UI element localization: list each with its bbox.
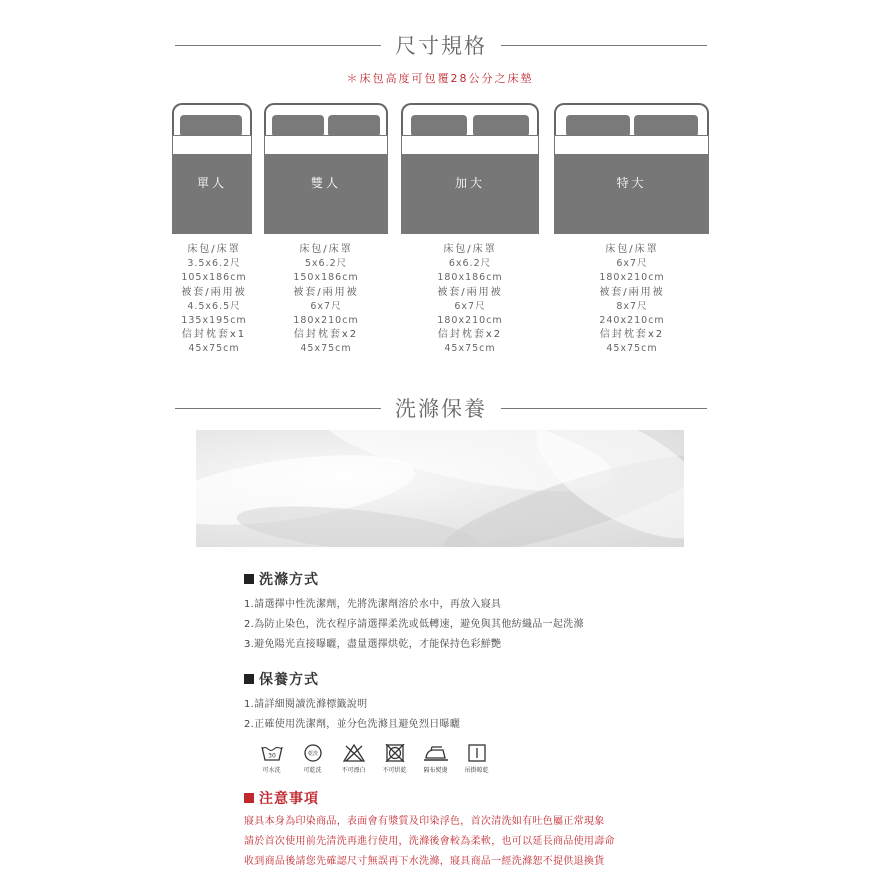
spec-label: 被套/兩用被 xyxy=(437,286,503,298)
bed-illustration xyxy=(264,103,388,234)
bed-illustration xyxy=(172,103,252,234)
notice-line: 收到商品後請您先確認尺寸無誤再下水洗滌，寢具商品一經洗滌恕不提供退換貨 xyxy=(244,856,605,867)
care-symbol-label: 吊掛晾乾 xyxy=(464,767,489,774)
spec-label: 信封枕套x2 xyxy=(437,329,503,341)
spec-value: 180x210cm xyxy=(599,272,665,284)
wash-method-heading-text: 洗滌方式 xyxy=(259,572,319,588)
care-method-line: 2.正確使用洗潔劑，並分色洗滌且避免烈日曝曬 xyxy=(244,719,461,730)
bed-sheet-top xyxy=(172,135,252,155)
wash-method-heading xyxy=(244,569,584,589)
spec-value: 5x6.2尺 xyxy=(304,258,348,270)
spec-label: 床包/床罩 xyxy=(299,244,353,255)
spec-value: 180x210cm xyxy=(437,315,503,327)
spec-label: 被套/兩用被 xyxy=(181,286,247,298)
bed-size-name: 加大 xyxy=(401,155,539,234)
spec-value: 4.5x6.5尺 xyxy=(187,300,241,312)
notice-line: 請於首次使用前先清洗再進行使用，洗滌後會較為柔軟，也可以延長商品使用壽命 xyxy=(244,836,615,847)
square-bullet-icon xyxy=(244,793,254,803)
care-method-line: 1.請詳細閱讀洗滌標籤說明 xyxy=(244,699,368,710)
washtub-30-icon xyxy=(255,744,288,774)
spec-value: 135x195cm xyxy=(181,315,247,327)
spec-value: 45x75cm xyxy=(444,343,496,355)
bed-size-specs xyxy=(572,243,692,357)
divider-line xyxy=(175,45,381,46)
pillow xyxy=(272,115,324,137)
wash-section-title: 洗滌保養 xyxy=(395,397,487,421)
bed-size-specs xyxy=(154,243,274,357)
dry-clean-mark: 乾洗 xyxy=(307,751,318,757)
square-bullet-icon xyxy=(244,674,254,684)
spec-value: 8x7尺 xyxy=(616,300,648,312)
bed-sheet-top xyxy=(554,135,709,155)
bed-size-name: 特大 xyxy=(554,155,709,234)
bed-size-name: 單人 xyxy=(172,155,252,234)
wash-method-line: 1.請選擇中性洗潔劑，先將洗潔劑溶於水中，再放入寢具 xyxy=(244,599,502,610)
spec-label: 床包/床罩 xyxy=(187,244,241,255)
bed-illustration xyxy=(554,103,709,234)
bed-sheet-top xyxy=(264,135,388,155)
divider-line xyxy=(501,408,707,409)
bed-sheet-top xyxy=(401,135,539,155)
spec-value: 150x186cm xyxy=(293,272,359,284)
pillow xyxy=(328,115,380,137)
notice-line: 寢具本身為印染商品，表面會有漿質及印染浮色，首次清洗如有吐色屬正常現象 xyxy=(244,816,605,827)
spec-value: 180x186cm xyxy=(437,272,503,284)
care-symbol-row xyxy=(255,744,493,774)
iron-with-cloth-icon xyxy=(419,744,452,774)
care-symbol-label: 不可漂白 xyxy=(341,767,366,774)
care-symbol-label: 可乾洗 xyxy=(303,767,322,774)
spec-label: 被套/兩用被 xyxy=(599,286,665,298)
wash-method-block xyxy=(244,569,584,655)
notice-heading xyxy=(244,788,615,808)
spec-value: 6x6.2尺 xyxy=(448,258,492,270)
spec-value: 240x210cm xyxy=(599,315,665,327)
care-symbol-label: 不可烘乾 xyxy=(382,767,407,774)
wash-method-line: 3.避免陽光直接曝曬，盡量選擇烘乾，才能保持色彩鮮艷 xyxy=(244,639,502,650)
spec-value: 45x75cm xyxy=(300,343,352,355)
spec-value: 3.5x6.2尺 xyxy=(187,258,241,270)
spec-label: 床包/床罩 xyxy=(443,244,497,255)
pillow xyxy=(473,115,529,137)
spec-label: 信封枕套x2 xyxy=(599,329,665,341)
spec-label: 床包/床罩 xyxy=(605,244,659,255)
size-section-header xyxy=(175,30,707,60)
notice-heading-text: 注意事項 xyxy=(259,791,319,807)
dry-clean-icon xyxy=(296,744,329,774)
washtub-temperature: 30 xyxy=(267,752,276,760)
spec-label: 被套/兩用被 xyxy=(293,286,359,298)
divider-line xyxy=(501,45,707,46)
bed-size-specs xyxy=(410,243,530,357)
bed-size-name: 雙人 xyxy=(264,155,388,234)
spec-value: 45x75cm xyxy=(188,343,240,355)
wash-method-line: 2.為防止染色，洗衣程序請選擇柔洗或低轉速，避免與其他紡織品一起洗滌 xyxy=(244,619,584,630)
divider-line xyxy=(175,408,381,409)
fabric-photo xyxy=(196,430,684,547)
care-method-block xyxy=(244,669,460,735)
spec-value: 6x7尺 xyxy=(310,300,342,312)
pillow xyxy=(566,115,630,137)
wash-section-header xyxy=(175,393,707,423)
spec-value: 180x210cm xyxy=(293,315,359,327)
mattress-height-note: ＊床包高度可包覆28公分之床墊 xyxy=(346,72,534,85)
size-section-title: 尺寸規格 xyxy=(395,34,487,58)
notice-block xyxy=(244,788,615,872)
no-bleach-icon xyxy=(337,744,370,774)
care-method-heading-text: 保養方式 xyxy=(259,672,319,688)
bed-illustration xyxy=(401,103,539,234)
pillow xyxy=(634,115,698,137)
spec-value: 105x186cm xyxy=(181,272,247,284)
pillow xyxy=(180,115,242,137)
care-symbol-label: 隔布熨燙 xyxy=(423,767,448,774)
spec-label: 信封枕套x1 xyxy=(181,329,247,341)
spec-value: 6x7尺 xyxy=(616,258,648,270)
care-method-heading xyxy=(244,669,460,689)
pillow xyxy=(411,115,467,137)
spec-value: 6x7尺 xyxy=(454,300,486,312)
square-bullet-icon xyxy=(244,574,254,584)
hang-dry-icon xyxy=(460,744,493,774)
care-symbol-label: 可水洗 xyxy=(262,767,281,774)
spec-label: 信封枕套x2 xyxy=(293,329,359,341)
bed-size-specs xyxy=(266,243,386,357)
spec-value: 45x75cm xyxy=(606,343,658,355)
no-tumble-dry-icon xyxy=(378,744,411,774)
